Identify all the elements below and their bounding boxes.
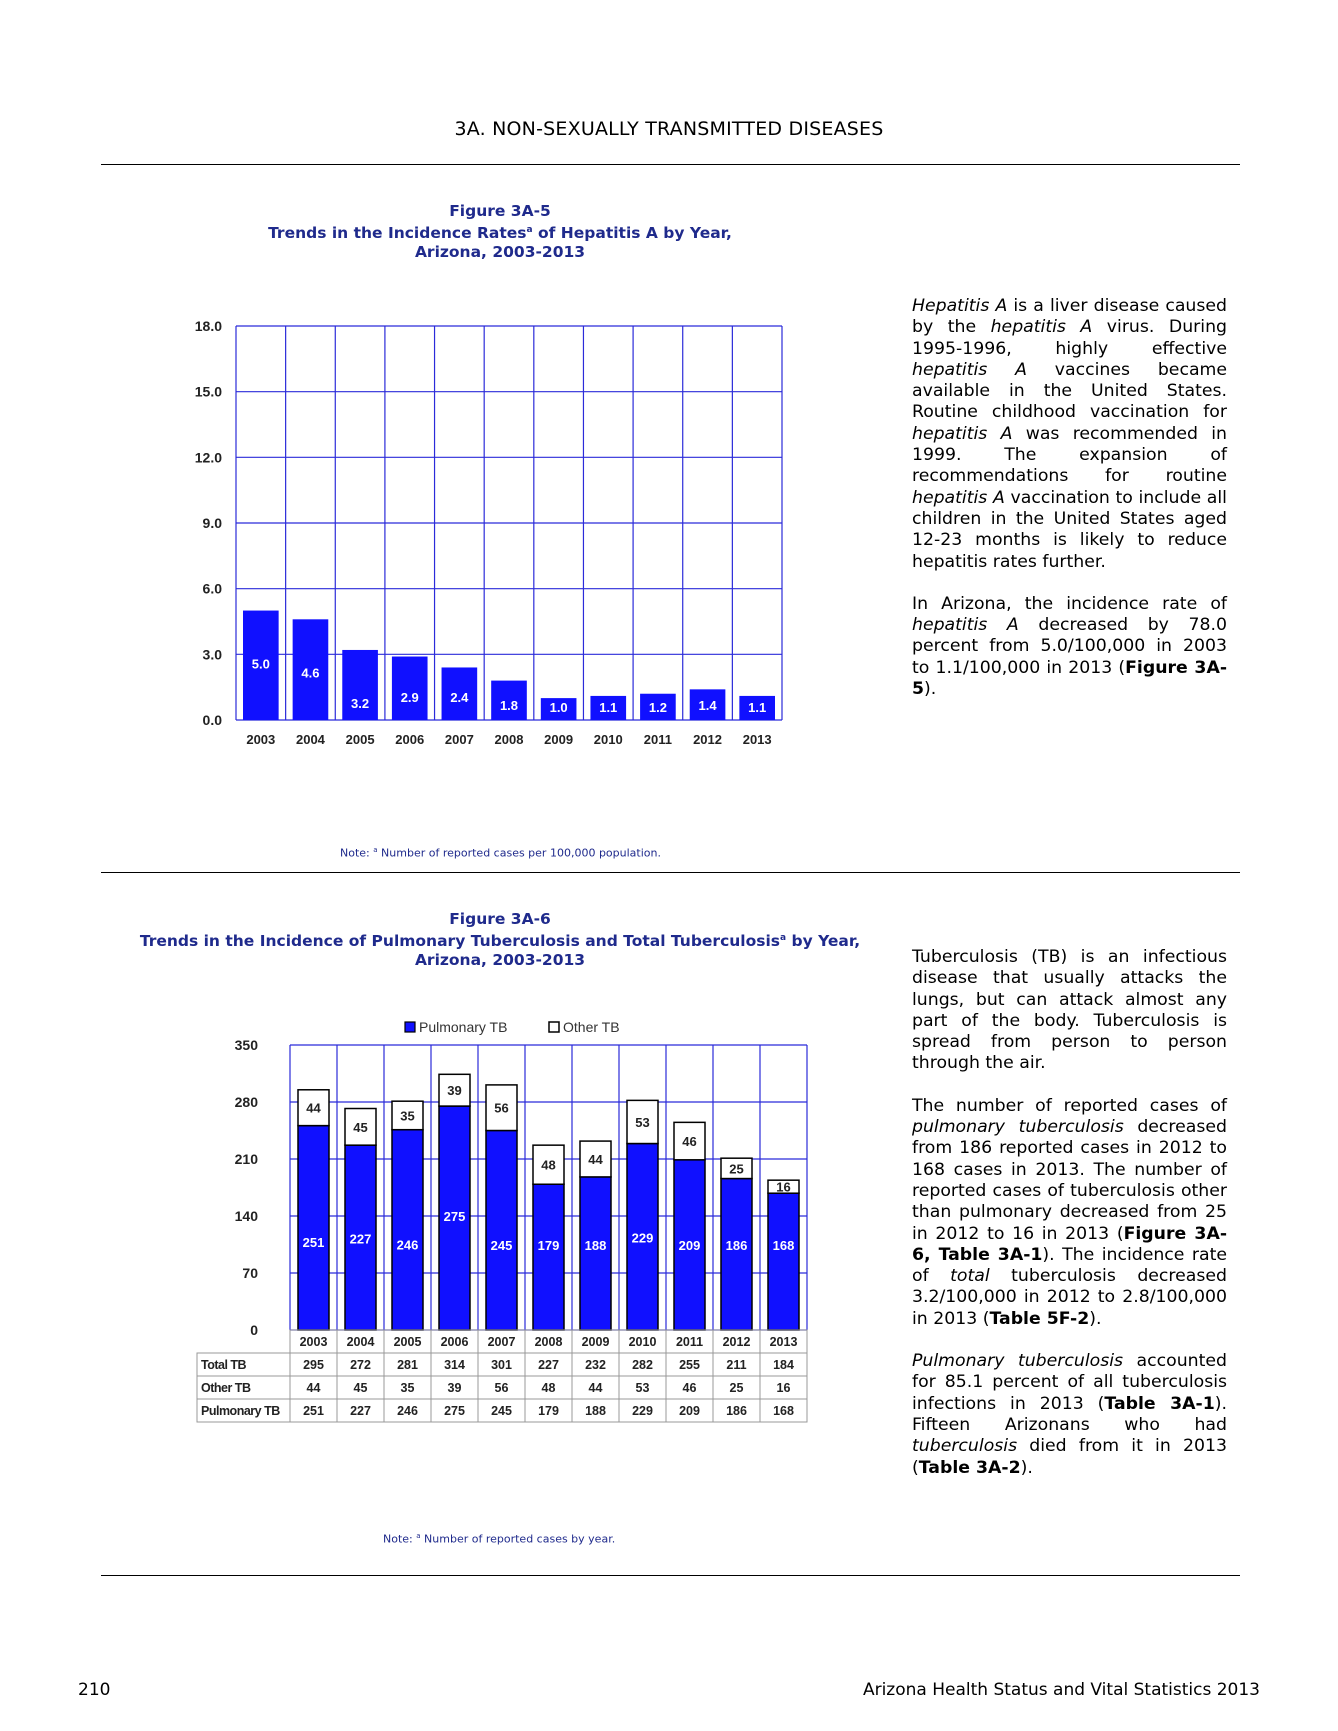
hepatitis-a-bar-chart (180, 310, 800, 760)
text-run: The number of reported cases of (912, 1095, 1227, 1116)
bar-value-label: 3.2 (351, 695, 370, 711)
table-row-label: Pulmonary TB (201, 1404, 280, 1418)
x-tick-label: 2009 (581, 1335, 610, 1349)
table-cell: 188 (585, 1404, 606, 1418)
y-tick-label: 70 (242, 1265, 258, 1281)
table-cell: 314 (444, 1358, 465, 1372)
bar-value-label: 1.2 (648, 700, 667, 715)
table-cell: 211 (726, 1358, 747, 1372)
bar-value-label: 44 (306, 1100, 321, 1116)
text-run: Tuberculosis (TB) is an infectious disease that usually attacks the lungs, but can attack almost any part of the body. Tuberculosis is spread from person to person through the air. (912, 947, 1227, 1074)
legend-label-pulmonary: Pulmonary TB (419, 1019, 508, 1035)
y-tick-label: 9.0 (202, 515, 222, 531)
table-cell: 301 (491, 1358, 512, 1372)
bar-value-label: 5.0 (251, 656, 270, 672)
text-run: tuberculosis (912, 1436, 1018, 1457)
x-tick-label: 2005 (393, 1335, 422, 1349)
figure-1-title-line2: Arizona, 2003-2013 (414, 243, 586, 262)
x-tick-label: 2008 (534, 1335, 563, 1349)
text-run: Table 3A-2 (918, 1457, 1021, 1478)
bar-pulmonary-2005 (392, 1130, 423, 1330)
x-tick-label: 2007 (487, 1335, 516, 1349)
bar-value-label: 4.6 (301, 665, 320, 681)
text-run: pulmonary tuberculosis (912, 1117, 1124, 1138)
x-tick-label: 2004 (346, 1335, 375, 1349)
table-cell: 255 (679, 1358, 700, 1372)
table-cell: 56 (494, 1381, 509, 1395)
table-cell: 232 (585, 1358, 606, 1372)
x-tick-label: 2010 (593, 732, 623, 747)
x-tick-label: 2003 (246, 732, 276, 747)
table-cell: 35 (400, 1381, 415, 1395)
y-tick-label: 0.0 (202, 712, 222, 728)
table-cell: 44 (306, 1381, 321, 1395)
x-tick-label: 2003 (299, 1335, 328, 1349)
bar-value-label: 48 (541, 1157, 556, 1173)
bar-value-label: 2.9 (400, 690, 419, 705)
bar-value-label: 16 (776, 1179, 791, 1195)
figure-1-number: Figure 3A-5 (449, 202, 551, 220)
text-run: vaccines became available in the United States. Routine childhood vaccination for (912, 359, 1227, 423)
legend-label-other: Other TB (563, 1019, 620, 1035)
tuberculosis-stacked-bar-chart (195, 1010, 825, 1480)
text-run: accounted for 85.1 percent of all tuberculosis infections in 2013 ( (912, 1351, 1227, 1414)
x-tick-label: 2011 (675, 1335, 704, 1349)
x-tick-label: 2005 (345, 732, 375, 747)
figure-1-title: Trends in the Incidence Rates$^a$ of Hepatitis A by Year, (268, 224, 732, 243)
table-cell: 46 (682, 1381, 697, 1395)
text-run: ). Fifteen Arizonans who had (912, 1393, 1227, 1435)
table-cell: 282 (632, 1358, 653, 1372)
y-tick-label: 210 (234, 1151, 258, 1167)
bar-value-label: 188 (584, 1238, 607, 1253)
y-tick-label: 3.0 (202, 646, 222, 663)
table-cell: 272 (350, 1358, 371, 1372)
bar-pulmonary-2003 (298, 1126, 329, 1330)
tb-paragraph-3 (912, 1351, 1227, 1479)
text-run: hepatitis A (912, 487, 1005, 508)
text-run: virus. During 1995-1996, highly effective (912, 317, 1227, 359)
text-run: ). The incidence rate of (912, 1244, 1227, 1287)
tuberculosis-text-column (912, 947, 1227, 1479)
x-tick-label: 2013 (742, 732, 772, 747)
bar-value-label: 246 (396, 1237, 419, 1253)
table-cell: 44 (588, 1381, 603, 1395)
bar-pulmonary-2009 (580, 1177, 611, 1330)
bar-pulmonary-2013 (768, 1193, 799, 1330)
text-run: is a liver disease caused by the (912, 296, 1227, 338)
text-run: hepatitis A (912, 423, 1013, 444)
y-tick-label: 12.0 (194, 449, 222, 466)
page-header: 3A. NON-SEXUALLY TRANSMITTED DISEASES (454, 118, 884, 140)
figure-2-divider (101, 1575, 1240, 1576)
figure-2-caption (100, 910, 900, 970)
table-cell: 227 (538, 1358, 559, 1372)
table-cell: 48 (541, 1381, 556, 1395)
text-run: decreased by 78.0 percent from 5.0/100,000 in 2003 to 1.1/100,000 in 2013 ( (912, 615, 1227, 678)
bar-value-label: 275 (443, 1209, 466, 1225)
hepatitis-text-column (912, 296, 1227, 700)
x-tick-label: 2007 (444, 732, 474, 747)
x-tick-label: 2008 (494, 732, 524, 747)
text-run: Table 5F-2 (989, 1308, 1090, 1329)
text-run: ). (924, 679, 937, 700)
table-cell: 45 (353, 1381, 368, 1395)
hepatitis-paragraph-2 (912, 594, 1227, 700)
table-row-label: Other TB (201, 1381, 251, 1395)
x-tick-label: 2012 (722, 1335, 751, 1349)
table-cell: 251 (303, 1404, 324, 1418)
tb-paragraph-2 (912, 1096, 1227, 1330)
table-cell: 281 (397, 1358, 418, 1372)
table-cell: 229 (632, 1404, 653, 1418)
y-tick-label: 350 (234, 1037, 258, 1053)
x-tick-label: 2009 (544, 732, 574, 747)
text-run: tuberculosis decreased 3.2/100,000 in 2012 to 2.8/100,000 in 2013 ( (912, 1266, 1227, 1329)
bar-value-label: 44 (588, 1152, 603, 1167)
text-run: Figure 3A-6, Table 3A-1 (912, 1223, 1227, 1265)
bar-value-label: 46 (682, 1134, 697, 1150)
bar-value-label: 35 (400, 1108, 415, 1124)
table-cell: 39 (447, 1381, 462, 1395)
text-run: Table 3A-1 (1104, 1393, 1215, 1414)
bar-value-label: 45 (353, 1119, 368, 1135)
bar-pulmonary-2008 (533, 1184, 564, 1330)
bar-value-label: 2.4 (450, 690, 469, 705)
bar-pulmonary-2007 (486, 1131, 517, 1331)
x-tick-label: 2006 (395, 732, 425, 747)
table-cell: 295 (303, 1358, 324, 1372)
text-run: Pulmonary tuberculosis (912, 1351, 1124, 1372)
y-tick-label: 15.0 (194, 383, 222, 400)
bar-value-label: 1.8 (499, 698, 519, 713)
text-run: hepatitis A (990, 317, 1093, 338)
table-cell: 53 (635, 1381, 650, 1395)
text-run: In Arizona, the incidence rate of (912, 593, 1227, 614)
figure-2-note: Note: $^a$ Number of reported cases by year. (383, 1532, 616, 1546)
table-row-label: Total TB (201, 1358, 247, 1372)
bar-value-label: 1.1 (748, 700, 767, 715)
table-cell: 246 (397, 1404, 418, 1418)
header-divider (101, 164, 1240, 165)
publication-title: Arizona Health Status and Vital Statistics 2013 (862, 1680, 1260, 1700)
text-run: decreased from 186 reported cases in 2012 to 168 cases in 2013. The number of reported cases of tuberculosis other than pulmonary decreased from 25 in 2012 to 16 in 2013 ( (912, 1117, 1227, 1244)
figure-1-note: Note: $^a$ Number of reported cases per 100,000 population. (340, 846, 661, 860)
x-tick-label: 2006 (440, 1335, 469, 1349)
bar-value-label: 168 (772, 1238, 795, 1253)
table-cell: 186 (726, 1404, 747, 1418)
y-tick-label: 6.0 (202, 580, 222, 597)
bar-value-label: 245 (490, 1238, 513, 1253)
bar-value-label: 179 (537, 1238, 560, 1253)
table-cell: 25 (729, 1381, 744, 1395)
text-run: total (950, 1266, 990, 1287)
y-tick-label: 140 (234, 1208, 258, 1224)
text-run: ). (1020, 1457, 1033, 1478)
figure-1-caption (200, 202, 800, 262)
x-tick-label: 2010 (628, 1335, 657, 1349)
text-run: Figure 3A-5 (912, 657, 1227, 700)
bar-value-label: 186 (725, 1238, 748, 1253)
bar-value-label: 56 (494, 1100, 509, 1116)
y-tick-label: 18.0 (194, 318, 222, 334)
y-tick-label: 0 (250, 1322, 258, 1338)
bar-value-label: 251 (302, 1235, 325, 1251)
bar-value-label: 39 (447, 1083, 462, 1099)
bar-value-label: 229 (631, 1230, 654, 1246)
y-tick-label: 280 (234, 1094, 258, 1110)
text-run: Hepatitis A (912, 296, 1008, 316)
bar-pulmonary-2012 (721, 1179, 752, 1330)
x-tick-label: 2004 (295, 732, 325, 747)
text-run: died from it in 2013 ( (912, 1436, 1227, 1478)
figure-2-title: Trends in the Incidence of Pulmonary Tuberculosis and Total Tuberculosis$^a$ by Year, (139, 932, 861, 951)
figure-2-title-line2: Arizona, 2003-2013 (414, 951, 586, 970)
text-run: vaccination to include all children in the United States aged 12-23 months is likely to reduce hepatitis rates further. (912, 487, 1227, 572)
bar-value-label: 25 (729, 1161, 744, 1177)
bar-value-label: 1.4 (698, 698, 717, 713)
hepatitis-paragraph-1 (912, 296, 1227, 573)
table-cell: 227 (350, 1404, 371, 1418)
bar-value-label: 53 (635, 1114, 650, 1130)
bar-value-label: 1.0 (549, 700, 568, 715)
text-run: ). (1089, 1308, 1102, 1329)
page-number: 210 (78, 1680, 111, 1700)
x-tick-label: 2013 (769, 1335, 798, 1349)
table-cell: 245 (491, 1404, 512, 1418)
x-tick-label: 2012 (693, 732, 723, 747)
legend-swatch-pulmonary (405, 1022, 415, 1032)
bar-value-label: 1.1 (599, 700, 618, 715)
tb-paragraph-1 (912, 947, 1227, 1075)
text-run: hepatitis A (912, 615, 1019, 636)
bar-value-label: 209 (678, 1238, 701, 1253)
table-cell: 209 (679, 1404, 700, 1418)
table-cell: 16 (776, 1381, 791, 1395)
figure-1-divider (101, 872, 1240, 873)
table-cell: 275 (444, 1404, 465, 1418)
text-run: hepatitis A (912, 359, 1027, 380)
text-run: was recommended in 1999. The expansion of recommendations for routine (912, 423, 1227, 487)
x-tick-label: 2011 (643, 732, 673, 747)
bar-2006 (392, 657, 428, 720)
table-cell: 168 (773, 1404, 794, 1418)
table-cell: 184 (773, 1358, 794, 1372)
table-cell: 179 (538, 1404, 559, 1418)
bar-value-label: 227 (349, 1231, 372, 1247)
figure-2-number: Figure 3A-6 (449, 910, 551, 928)
legend-swatch-other (549, 1022, 559, 1032)
